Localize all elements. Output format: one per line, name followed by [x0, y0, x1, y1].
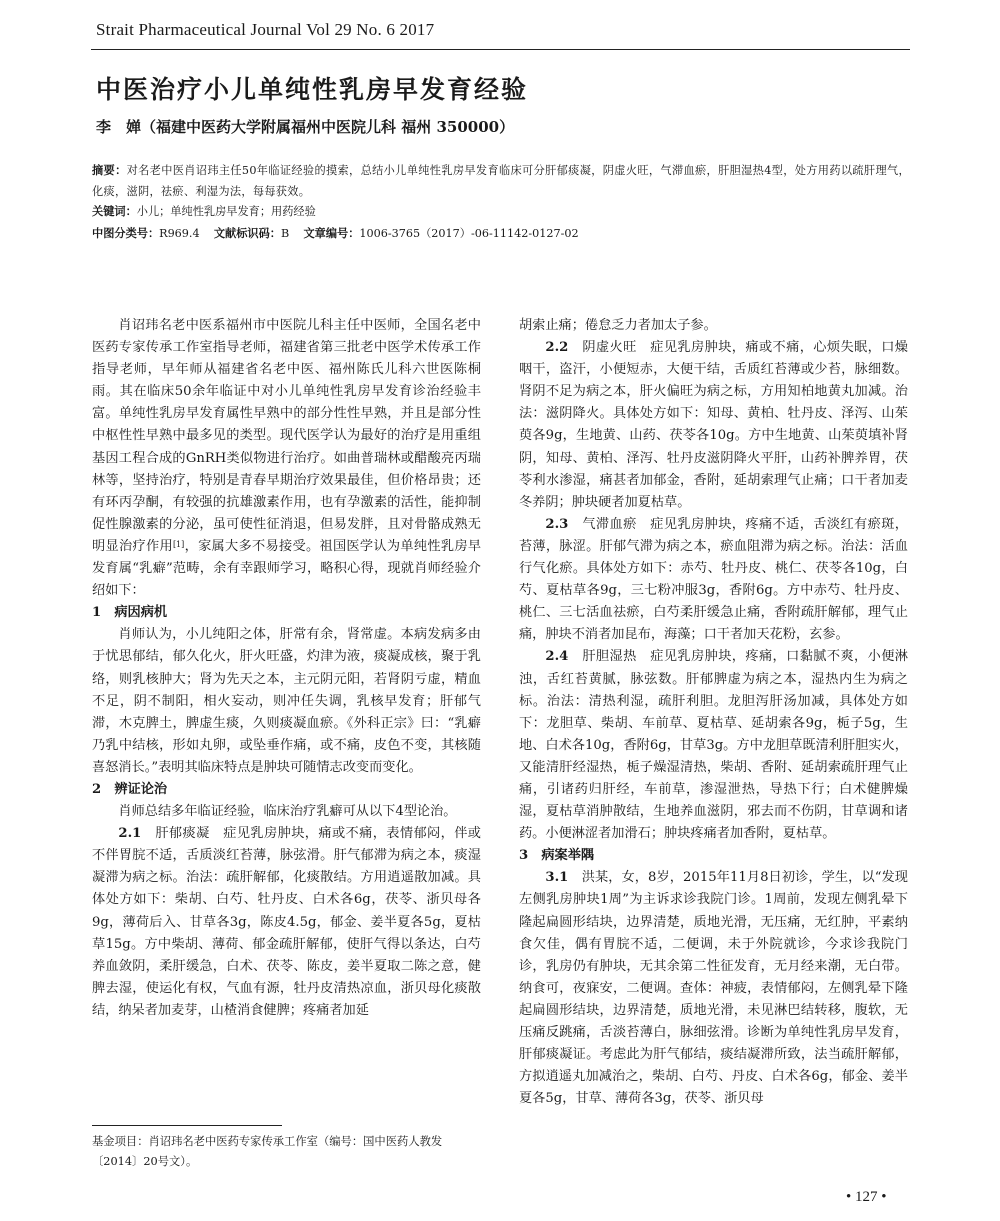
paragraph-text: 肖诏玮名老中医系福州市中医院儿科主任中医师，全国名老中医药专家传承工作室指导老师，福建省第三批老中医学术传承工作指导老师，早年师从福建省名老中医、福州陈氏儿科六世医陈桐雨。其在临床50余年临证中对小儿单纯性乳房早发育诊治经验丰富。单纯性乳房早发育属性早熟中的部分性性早熟，并且是部分性中枢性性早熟中最多见的类型。现代医学认为最好的治疗是用重组基因工程合成的GnRH类似物进行治疗。如曲普瑞林或醋酸亮丙瑞林等，坚持治疗，特别是青春早期治疗效果最佳，但价格昂贵；还有环丙孕酮，有较强的抗雄激素作用，也有孕激素的活性，能抑制促性腺激素的分泌，虽可使性征消退，但易发胖，且对骨骼成熟无明显治疗作用 [92, 318, 481, 554]
header-rule [91, 49, 910, 50]
author-affiliation: 李 婵（福建中医药大学附属福州中医院儿科 福州 350000） [96, 118, 515, 136]
keywords-text: 小儿；单纯性乳房早发育；用药经验 [136, 205, 316, 218]
paragraph-text: 胡索止痛；倦怠乏力者加太子参。 [519, 318, 717, 333]
doc-code-value: B [280, 227, 290, 240]
clc-value: R969.4 [159, 227, 200, 240]
journal-header: Strait Pharmaceutical Journal Vol 29 No. 6 2017 [96, 20, 435, 39]
keywords [92, 203, 316, 219]
section-heading: 1 病因病机 [92, 605, 168, 621]
paragraph-text: ，家属大多不易接受。祖国医学认为单纯性乳房早发育属“乳癖”范畴，余有幸跟师学习，略积心得，现就肖师经验介绍如下： [92, 538, 482, 599]
subsection-paragraph [92, 823, 481, 1022]
subsection-paragraph [519, 337, 908, 514]
abstract-label: 摘要： [92, 163, 127, 177]
paragraph-text: 肖师总结多年临证经验，临床治疗乳癖可从以下4型论治。 [118, 804, 457, 820]
paragraph-text: 肝胆湿热 症见乳房肿块，疼痛，口黏腻不爽，小便淋浊，舌红苔黄腻，脉弦数。肝郁脾虚为病之本，湿热内生为病之标。治法：清热利湿，疏肝利胆。龙胆泻肝汤加减，具体处方如下：龙胆草、柴胡、车前草、夏枯草、延胡索各9g，栀子5g，生地、白术各10g，香附6g，甘草3g。方中龙胆草既清利肝胆实火，又能清肝经湿热，栀子燥湿清热，柴胡、香附、延胡索疏肝理气止痛，引诸药归肝经，车前草，渗湿泄热，导热下行；白术健脾燥湿，夏枯草消肿散结，生地养血滋阴，邪去而不伤阴，甘草调和诸药。小便淋涩者加滑石；肿块疼痛者加香附，夏枯草。 [519, 649, 908, 842]
funding-footnote: 基金项目：肖诏玮名老中医药专家传承工作室（编号：国中医药人教发〔2014〕20号文）。 [92, 1135, 443, 1168]
page-number: • 127 • [846, 1189, 887, 1205]
citation-ref: [1] [172, 539, 185, 549]
subsection-number: 2.3 [545, 516, 569, 532]
paragraph-text: 肖师认为，小儿纯阳之体，肝常有余，肾常虚。本病发病多由于忧思郁结，郁久化火，肝火旺盛，灼津为液，痰凝成核，聚于乳络，则乳核肿大；肾为先天之本，主元阴元阳，若肾阴亏虚，精血不足，阴不制阳，相火妄动，则冲任失调，乳核早发育；肝郁气滞，木克脾土，脾虚生痰，久则痰凝血瘀。《外科正宗》曰：“乳癖乃乳中结核，形如丸卵，或坠垂作痛，或不痛，皮色不变，其核随喜怒消长。”表明其临床特点是肿块可随情志改变而变化。 [92, 627, 481, 775]
subsection-number: 2.4 [545, 649, 569, 665]
classification-line [92, 225, 579, 241]
abstract-text: 对名老中医肖诏玮主任50年临证经验的摸索，总结小儿单纯性乳房早发育临床可分肝郁痰凝，阴虚火旺，气滞血瘀，肝胆湿热4型，处方用药以疏肝理气，化痰，滋阴，祛瘀、利湿为法，每每获效。 [92, 164, 911, 198]
body-paragraph [92, 624, 481, 779]
footnote-rule [92, 1125, 282, 1126]
paragraph-text: 肝郁痰凝 症见乳房肿块，痛或不痛，表情郁闷，伴或不伴胃脘不适，舌质淡红苔薄，脉弦滑。肝气郁滞为病之本，痰湿凝滞为病之标。治法：疏肝解郁，化痰散结。方用逍遥散加减。具体处方如下：柴胡、白芍、牡丹皮、白术各6g，茯苓、浙贝母各9g，薄荷后入、甘草各3g，陈皮4.5g，郁金、姜半夏各5g，夏枯草15g。方中柴胡、薄荷、郁金疏肝解郁，使肝气得以条达，白芍养血敛阴，柔肝缓急，白术、茯苓、陈皮，姜半夏取二陈之意，健脾去湿，使运化有权，气血有源，牡丹皮清热凉血，浙贝母化痰散结，纳呆者加麦芽，山楂消食健脾；疼痛者加延 [92, 826, 481, 1018]
subsection-paragraph [519, 514, 908, 647]
subsection-number: 2.1 [118, 826, 142, 842]
body-column-right [519, 315, 908, 1110]
subsection-paragraph [519, 646, 908, 845]
paragraph-text: 洪某，女，8岁，2015年11月8日初诊，学生，以“发现左侧乳房肿块1周”为主诉求诊我院门诊。1周前，发现左侧乳晕下隆起扁圆形结块，边界清楚，质地光滑，无压痛，无红肿，平素纳食欠佳，偶有胃脘不适，二便调，未于外院就诊，今求诊我院门诊，乳房仍有肿块，无其余第二性征发育，无月经来潮，无白带。纳食可，夜寐安，二便调。查体：神疲，表情郁闷，左侧乳晕下隆起扁圆形结块，边界清楚，质地光滑，未见淋巴结转移，腹软，无压痛反跳痛，舌淡苔薄白，脉细弦滑。诊断为单纯性乳房早发育，肝郁痰凝证。考虑此为肝气郁结，痰结凝滞所致，法当疏肝解郁，方拟逍遥丸加减治之，柴胡、白芍、丹皮、白术各6g，郁金、姜半夏各5g，甘草、薄荷各3g，茯苓、浙贝母 [519, 870, 908, 1107]
subsection-number: 2.2 [545, 340, 569, 356]
body-paragraph [519, 315, 908, 337]
paragraph-text: 气滞血瘀 症见乳房肿块，疼痛不适，舌淡红有瘀斑，苔薄，脉涩。肝郁气滞为病之本，瘀血阻滞为病之标。治法：活血行气化瘀。具体处方如下：赤芍、牡丹皮、桃仁、茯苓各10g，白芍、夏枯草各9g，三七粉冲服3g，香附6g。方中赤芍、牡丹皮、桃仁、三七活血祛瘀，白芍柔肝缓急止痛，香附疏肝解郁，理气止痛，肿块不消者加昆布，海藻；口干者加天花粉，玄参。 [519, 516, 908, 643]
article-title: 中医治疗小儿单纯性乳房早发育经验 [96, 75, 529, 104]
abstract [92, 160, 910, 202]
subsection-paragraph [519, 867, 908, 1110]
subsection-number: 3.1 [545, 870, 569, 886]
doc-code-label: 文献标识码： [213, 226, 281, 240]
body-paragraph [92, 315, 481, 602]
clc-label: 中图分类号： [92, 226, 160, 240]
body-column-left [92, 315, 481, 1022]
paragraph-text: 阴虚火旺 症见乳房肿块，痛或不痛，心烦失眠，口燥咽干，盗汗，小便短赤，大便干结，舌质红苔薄或少苔，脉细数。肾阴不足为病之本，肝火偏旺为病之标，方用知柏地黄丸加减。治法：滋阴降火。具体处方如下：知母、黄柏、牡丹皮、泽泻、山茱萸各9g，生地黄、山药、茯苓各10g。方中生地黄、山茱萸填补肾阴，知母、黄柏、泽泻、牡丹皮滋阴降火平肝，山药补脾养胃，茯苓利水渗湿，痛甚者加郁金，香附，延胡索理气止痛；口干者加麦冬养阴；肿块硬者加夏枯草。 [519, 340, 908, 510]
section-heading: 3 病案举隅 [519, 848, 595, 864]
keywords-label: 关键词： [92, 204, 137, 218]
section-heading: 2 辨证论治 [92, 781, 168, 797]
article-id-value: 1006-3765（2017）-06-11142-0127-02 [359, 227, 579, 240]
article-id-label: 文章编号： [303, 226, 360, 240]
body-paragraph [92, 801, 481, 823]
